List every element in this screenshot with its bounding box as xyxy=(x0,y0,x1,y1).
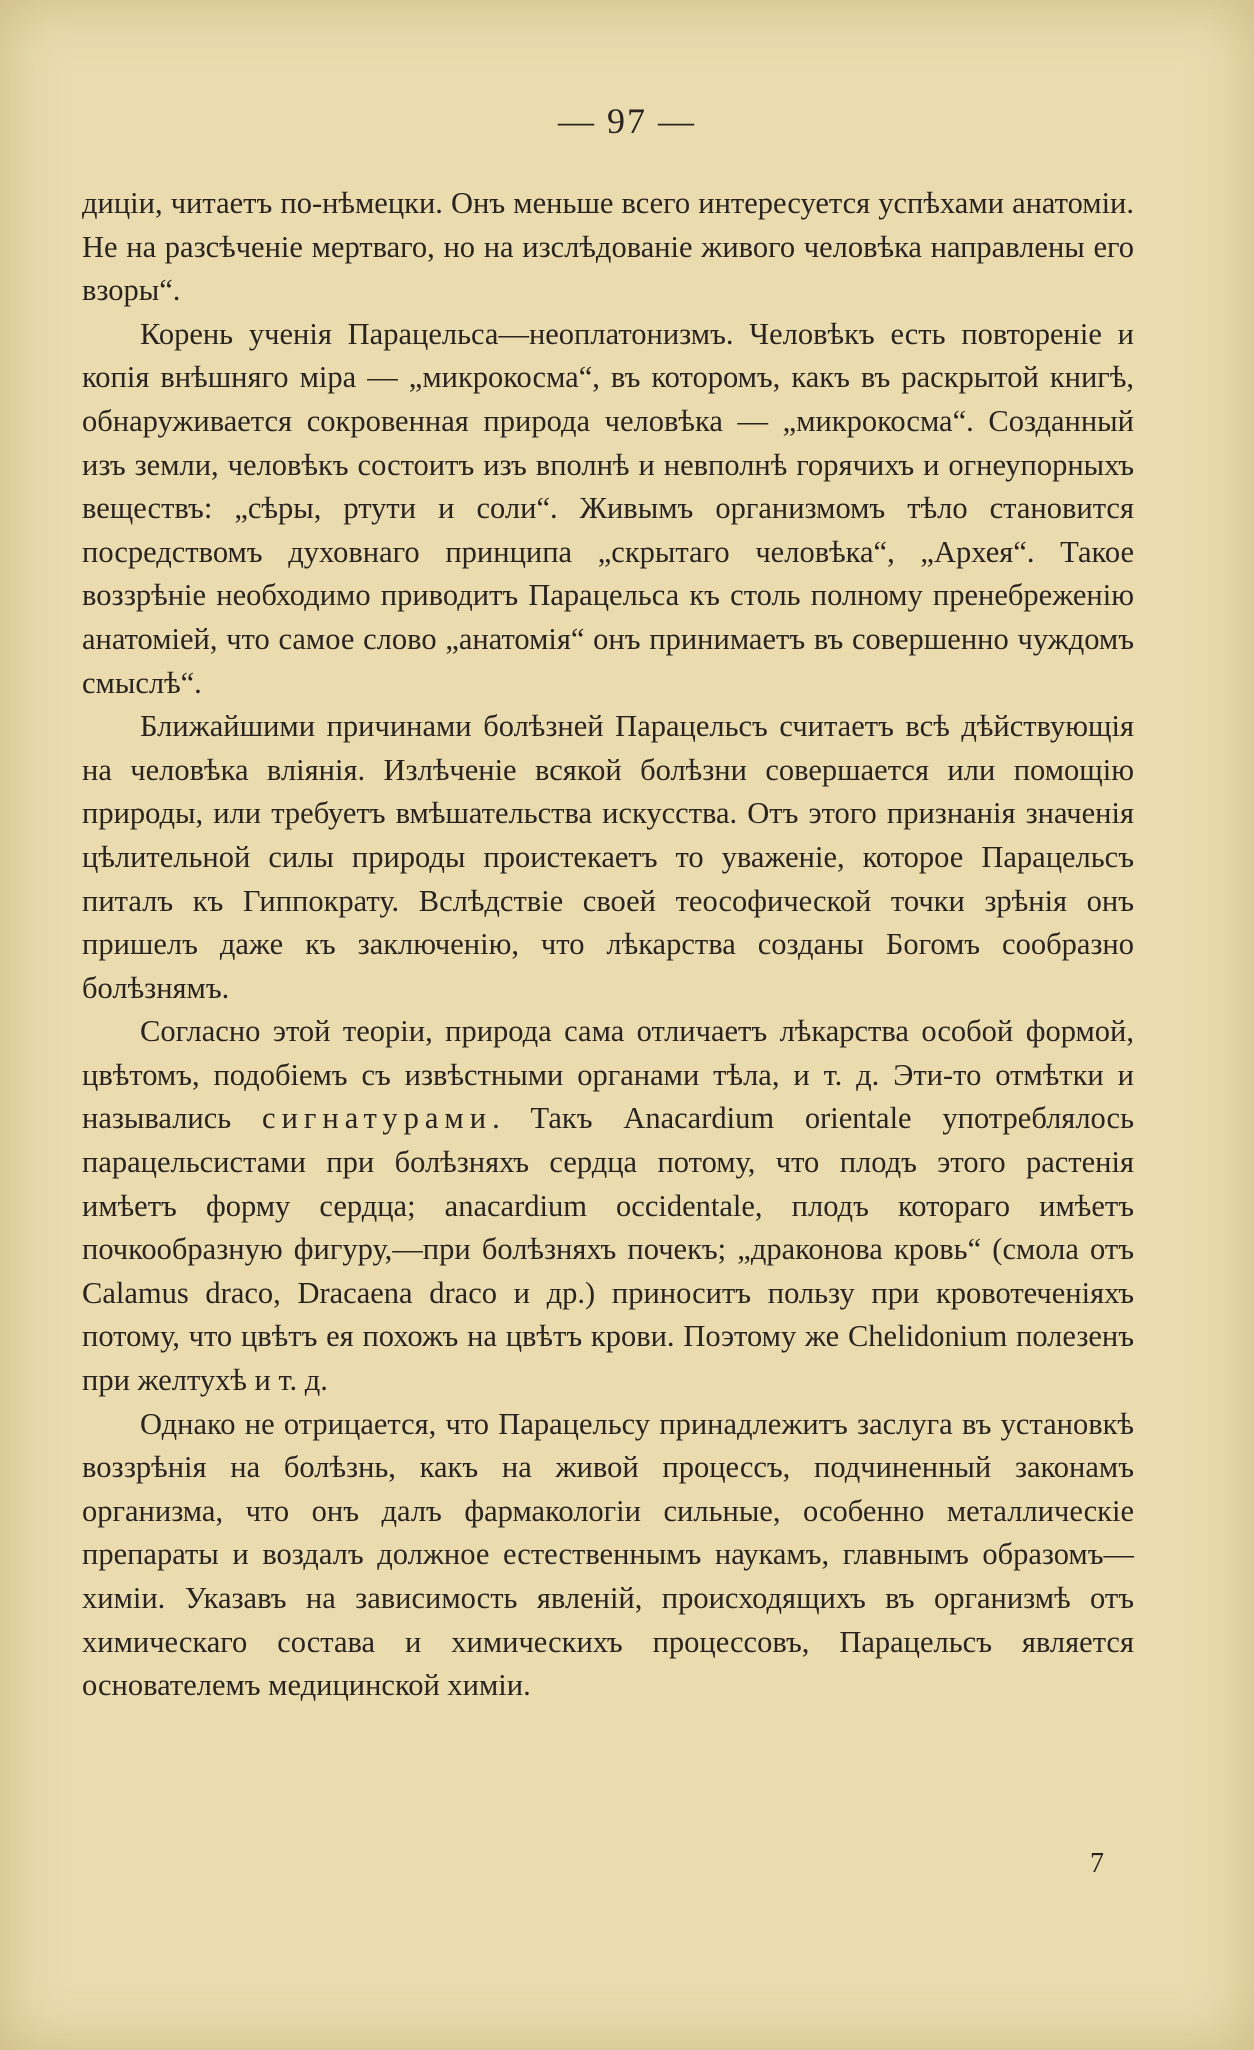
paragraph-5: Однако не отрицается, что Парацельсу принадлежитъ заслуга въ установкѣ воззрѣнія на болѣзнь, какъ на живой процессъ, подчиненный законамъ организма, что онъ далъ фармакологіи сильные, особенно металлическіе препараты и воздалъ должное естественнымъ наукамъ, главнымъ образомъ—химіи. Указавъ на зависимость явленій, происходящихъ въ организмѣ отъ химическаго состава и химическихъ процессовъ, Парацельсъ является основателемъ медицинской химіи. xyxy=(82,1406,1134,1703)
page-number: — 97 — xyxy=(558,101,696,141)
paragraph-3: Ближайшими причинами болѣзней Парацельсъ считаетъ всѣ дѣйствующія на человѣка вліянія. Излѣченіе всякой болѣзни совершается или помощію природы, или требуетъ вмѣшательства искусства. Отъ этого признанія значенія цѣлительной силы природы проистекаетъ то уваженіе, которое Парацельсъ питалъ къ Гиппократу. Вслѣдствіе своей теософической точки зрѣнія онъ пришелъ даже къ заключенію, что лѣкарства созданы Богомъ сообразно болѣзнямъ. xyxy=(82,709,1134,1005)
spaced-term: сигнатурами xyxy=(262,1101,493,1136)
paragraph-2: Корень ученія Парацельса—неоплатонизмъ. Человѣкъ есть повтореніе и копія внѣшняго міра — „микрокосма“, въ которомъ, какъ въ раскрытой книгѣ, обнаруживается сокровенная природа человѣка — „микрокосма“. Созданный изъ земли, человѣкъ состоитъ изъ вполнѣ и невполнѣ горячихъ и огнеупорныхъ веществъ: „сѣры, ртути и соли“. Живымъ организмомъ тѣло становится посредствомъ духовнаго принципа „скрытаго человѣка“, „Архея“. Такое воззрѣніе необходимо приводитъ Парацельса къ столь полному пренебреженію анатоміей, что самое слово „анатомія“ онъ принимаетъ въ совершенно чуждомъ смыслѣ“. xyxy=(82,316,1134,700)
paragraph-4 xyxy=(82,1010,1134,1402)
paragraph-4-part-1: Согласно этой теоріи, природа сама отличаетъ лѣкарства особой формой, цвѣтомъ, подобіемъ съ извѣстными органами тѣла, и т. д. Эти-то отмѣтки и назывались xyxy=(82,1014,1134,1136)
paragraph-4-part-2: . Такъ Anacardium orientale употреблялось парацельсистами при болѣзняхъ сердца потому, что плодъ этого растенія имѣетъ форму сердца; anacardium occidentale, плодъ котораго имѣетъ почкообразную фигуру,—при болѣзняхъ почекъ; „драконова кровь“ (смола отъ Calamus draco, Dracaena draco и др.) приноситъ пользу при кровотеченіяхъ потому, что цвѣтъ ея похожъ на цвѣтъ крови. Поэтому же Chelidonium полезенъ при желтухѣ и т. д. xyxy=(82,1101,1134,1398)
signature-mark: 7 xyxy=(1090,1848,1104,1879)
paragraph-1: диціи, читаетъ по-нѣмецки. Онъ меньше всего интересуется успѣхами анатоміи. Не на разсѣченіе мертваго, но на изслѣдованіе живого человѣка направлены его взоры“. xyxy=(82,186,1134,308)
body-text xyxy=(82,182,1134,1708)
